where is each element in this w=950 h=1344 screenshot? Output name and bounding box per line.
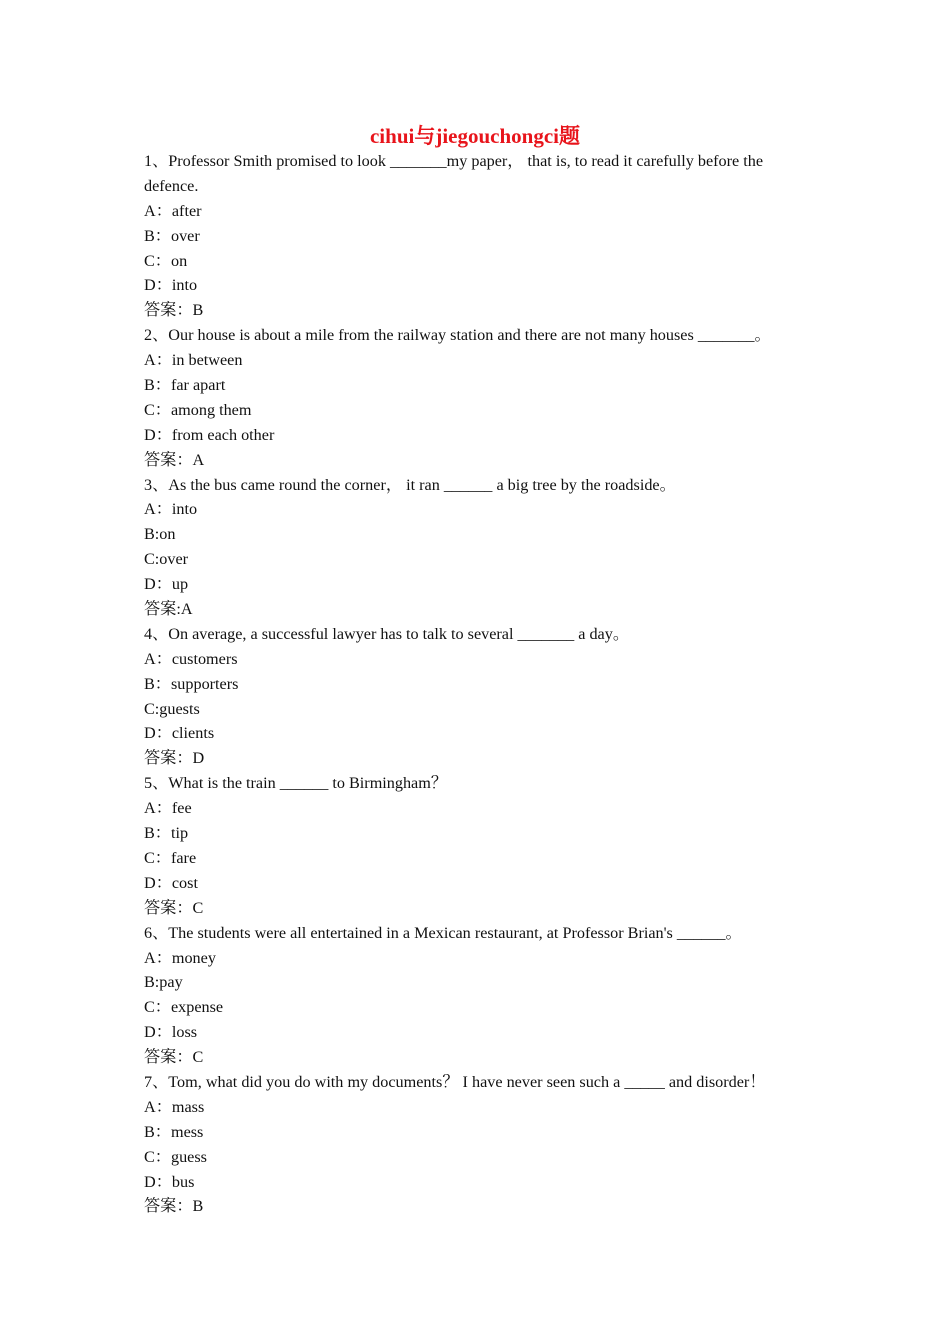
answer-line: 答案：C bbox=[144, 898, 204, 917]
question-block bbox=[144, 622, 794, 771]
option-a: A：fee bbox=[144, 799, 192, 818]
option-c: C：on bbox=[144, 251, 188, 270]
question-block bbox=[144, 323, 794, 472]
option-b: B:pay bbox=[144, 973, 183, 992]
option-b: B：mess bbox=[144, 1122, 204, 1141]
answer-line: 答案：B bbox=[144, 301, 204, 320]
option-b: B：far apart bbox=[144, 376, 226, 395]
option-b: B：over bbox=[144, 226, 200, 245]
option-d: D：loss bbox=[144, 1023, 198, 1042]
question-stem-continued: defence. bbox=[144, 176, 199, 195]
question-stem: 1、Professor Smith promised to look _______my paper， that is, to read it carefully before the bbox=[144, 152, 764, 170]
option-b: B：tip bbox=[144, 824, 189, 843]
question-stem: 3、As the bus came round the corner， it ran ______ a big tree by the roadside。 bbox=[144, 475, 676, 494]
page-title: cihui与jiegouchongci题 bbox=[369, 124, 580, 148]
question-stem: 7、Tom, what did you do with my documents？ I have never seen such a _____ and disorder！ bbox=[144, 1072, 766, 1091]
option-d: D：clients bbox=[144, 724, 215, 743]
question-block bbox=[144, 921, 794, 1070]
option-a: A：into bbox=[144, 500, 198, 519]
answer-line: 答案：D bbox=[144, 749, 205, 768]
question-block bbox=[144, 771, 794, 920]
answer-line: 答案：C bbox=[144, 1048, 204, 1067]
option-c: C：among them bbox=[144, 400, 252, 419]
option-a: A：after bbox=[144, 201, 202, 220]
option-d: D：from each other bbox=[144, 425, 275, 444]
option-d: D：into bbox=[144, 276, 198, 295]
option-b: B：supporters bbox=[144, 674, 239, 693]
question-stem: 6、The students were all entertained in a Mexican restaurant, at Professor Brian's ______。 bbox=[144, 923, 742, 942]
option-a: A：mass bbox=[144, 1097, 205, 1116]
option-d: D：up bbox=[144, 575, 189, 594]
question-block bbox=[144, 1070, 794, 1219]
option-d: D：bus bbox=[144, 1172, 195, 1191]
option-c: C:guests bbox=[144, 699, 200, 718]
question-block bbox=[144, 149, 794, 323]
option-c: C：expense bbox=[144, 998, 224, 1017]
option-b: B:on bbox=[144, 525, 176, 544]
question-stem: 5、What is the train ______ to Birmingham？ bbox=[144, 774, 448, 793]
answer-line: 答案：A bbox=[144, 450, 205, 469]
option-a: A：in between bbox=[144, 351, 243, 370]
question-list bbox=[144, 149, 794, 1219]
option-d: D：cost bbox=[144, 873, 198, 892]
option-c: C：guess bbox=[144, 1147, 207, 1166]
option-a: A：money bbox=[144, 948, 216, 967]
question-block bbox=[144, 473, 794, 622]
option-a: A：customers bbox=[144, 649, 238, 668]
answer-line: 答案:A bbox=[144, 600, 193, 619]
answer-line: 答案：B bbox=[144, 1197, 204, 1216]
option-c: C:over bbox=[144, 550, 189, 569]
question-stem: 2、Our house is about a mile from the railway station and there are not many houses _______。 bbox=[144, 326, 771, 345]
option-c: C：fare bbox=[144, 848, 197, 867]
question-stem: 4、On average, a successful lawyer has to talk to several _______ a day。 bbox=[144, 624, 630, 643]
